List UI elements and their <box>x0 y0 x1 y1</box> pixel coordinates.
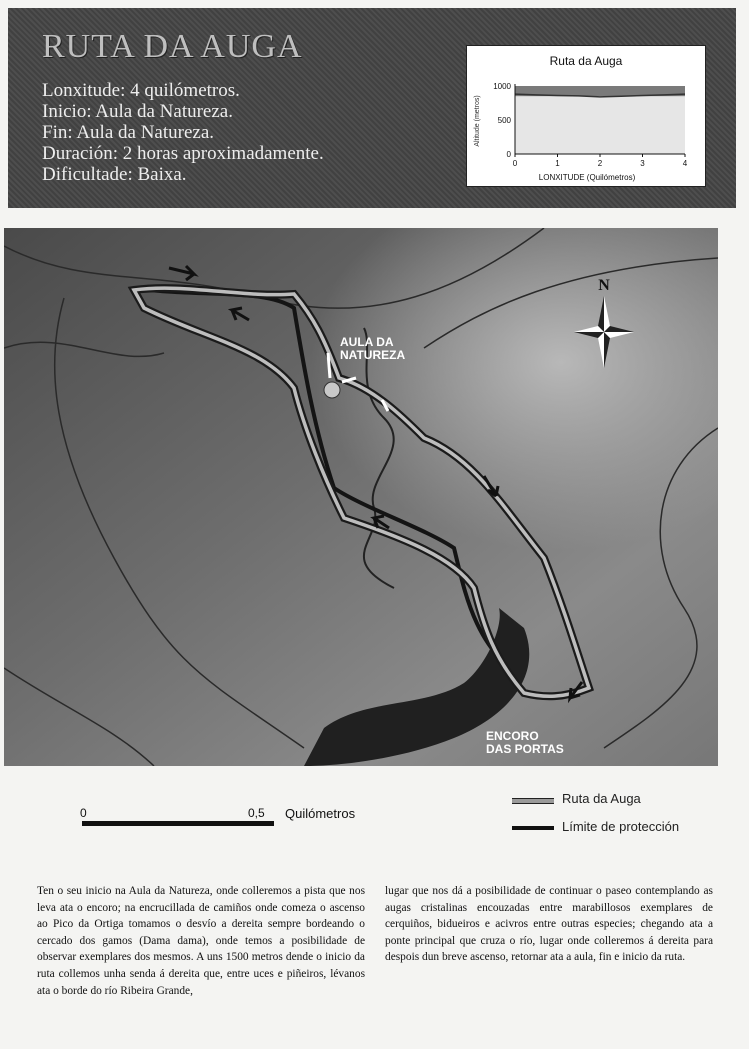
compass-north: N <box>598 277 610 294</box>
start-label-line: AULA DA <box>340 335 394 349</box>
profile-xtick-label: 0 <box>512 159 518 168</box>
legend-route-swatch <box>512 798 554 804</box>
scale-bar <box>82 821 274 826</box>
profile-xtick-label: 1 <box>555 159 560 168</box>
map-drawing <box>4 228 718 766</box>
description-right-column <box>385 883 713 966</box>
info-difficulty: Dificultade: Baixa. <box>42 164 187 185</box>
profile-ytick-label: 1000 <box>493 82 511 91</box>
reservoir-label-line: DAS PORTAS <box>486 742 564 756</box>
scale-zero: 0 <box>80 806 87 820</box>
legend-limit-label: Límite de protección <box>562 819 680 834</box>
pointer-line <box>328 353 330 378</box>
description-left-column <box>37 883 365 999</box>
scale-half: 0,5 <box>248 806 265 820</box>
profile-xtick-label: 4 <box>682 159 688 168</box>
terrain-highlight <box>4 228 718 766</box>
route-title: RUTA DA AUGA <box>42 28 303 65</box>
info-length: Lonxitude: 4 quilómetros. <box>42 80 240 101</box>
start-label <box>340 336 405 362</box>
profile-xtick-label: 3 <box>640 159 645 168</box>
legend-route-label: Ruta da Auga <box>562 791 641 806</box>
start-label-line: NATUREZA <box>340 348 406 362</box>
reservoir-label <box>486 730 564 756</box>
profile-ytick-label: 0 <box>506 150 511 159</box>
profile-area <box>515 94 685 154</box>
description-right-text: lugar que nos dá a posibilidade de continuar o paseo contemplando as augas cristalinas encouzadas entre marabillosos exemplares de cerquiños, bidueiros e acivros entre outras especies; chegando ata a ponte principal que cruza o río, lugar onde colleremos á dereita para despois dun breve ascenso, retornar ata a aula, fin e inicio da ruta. <box>385 885 713 964</box>
start-marker <box>324 382 340 398</box>
info-duration: Duración: 2 horas aproximadamente. <box>42 143 324 164</box>
profile-ylabel: Altitude (metros) <box>474 95 481 147</box>
scale-unit: Quilómetros <box>285 806 356 821</box>
info-start: Inicio: Aula da Natureza. <box>42 101 233 122</box>
profile-xtick-label: 2 <box>597 159 603 168</box>
elevation-profile-chart <box>466 45 706 187</box>
profile-ytick-label: 500 <box>497 116 511 125</box>
route-header <box>8 8 736 208</box>
profile-title: Ruta da Auga <box>549 54 623 68</box>
profile-xlabel: LONXITUDE (Quilómetros) <box>538 173 636 182</box>
route-map <box>4 228 718 766</box>
info-end: Fin: Aula da Natureza. <box>42 122 215 143</box>
reservoir-label-line: ENCORO <box>486 729 539 743</box>
description-left-text: Ten o seu inicio na Aula da Natureza, onde colleremos a pista que nos leva ata o encoro; na encrucillada de camiños onde comeza o ascenso ao Pico da Ortiga tomamos o desvío a dereita sempre bordeando o cercado dos gamos (Dama dama), onde temos a posibilidade de observar exemplares dos mesmos. A uns 1500 metros dende o inicio da ruta collemos unha senda á dereita que, entre uces e piñeiros, lévanos ata o borde do río Ribeira Grande, <box>37 885 365 997</box>
legend-limit-swatch <box>512 826 554 830</box>
